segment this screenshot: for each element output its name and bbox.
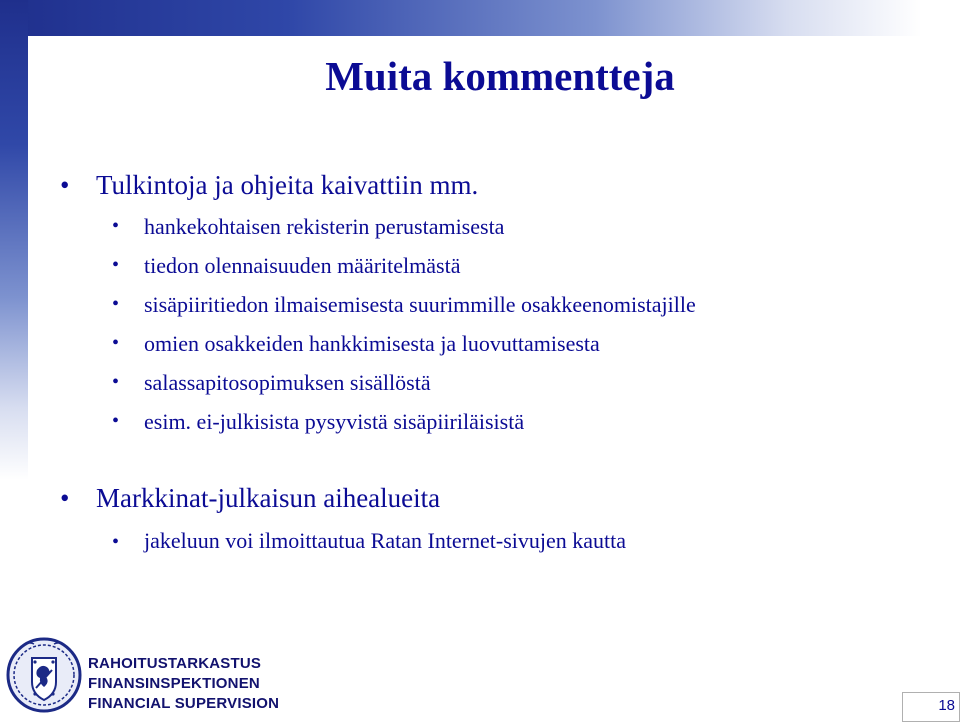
list-item: esim. ei-julkisista pysyvistä sisäpiiriläisistä — [144, 409, 525, 434]
organization-logo — [6, 630, 280, 722]
list-item: jakeluun voi ilmoittautua Ratan Internet-sivujen kautta — [144, 528, 627, 553]
bullet-icon: • — [112, 531, 120, 553]
section-heading-1: Tulkintoja ja ohjeita kaivattiin mm. — [96, 170, 479, 200]
list-item: tiedon olennaisuuden määritelmästä — [144, 253, 461, 278]
bullet-icon: • — [60, 483, 70, 513]
page-number: 18 — [902, 692, 960, 722]
crest-icon — [6, 630, 82, 720]
list-item: omien osakkeiden hankkimisesta ja luovuttamisesta — [144, 331, 600, 356]
logo-line-2: FINANSINSPEKTIONEN — [88, 675, 260, 692]
bullet-icon: • — [112, 254, 120, 276]
bullet-icon: • — [112, 410, 120, 432]
slide-frame-top — [0, 0, 960, 36]
list-item: sisäpiiritiedon ilmaisemisesta suurimmille osakkeenomistajille — [144, 292, 696, 317]
list-item: hankekohtaisen rekisterin perustamisesta — [144, 214, 505, 239]
section-heading-2: Markkinat-julkaisun aihealueita — [96, 483, 441, 513]
bullet-icon: • — [112, 293, 120, 315]
bullet-icon: • — [60, 170, 70, 200]
list-item: salassapitosopimuksen sisällöstä — [144, 370, 431, 395]
slide-title: Muita kommentteja — [325, 53, 675, 99]
bullet-icon: • — [112, 371, 120, 393]
bullet-icon: • — [112, 332, 120, 354]
logo-line-3: FINANCIAL SUPERVISION — [88, 695, 280, 712]
bullet-icon: • — [112, 215, 120, 237]
logo-line-1: RAHOITUSTARKASTUS — [88, 655, 262, 672]
